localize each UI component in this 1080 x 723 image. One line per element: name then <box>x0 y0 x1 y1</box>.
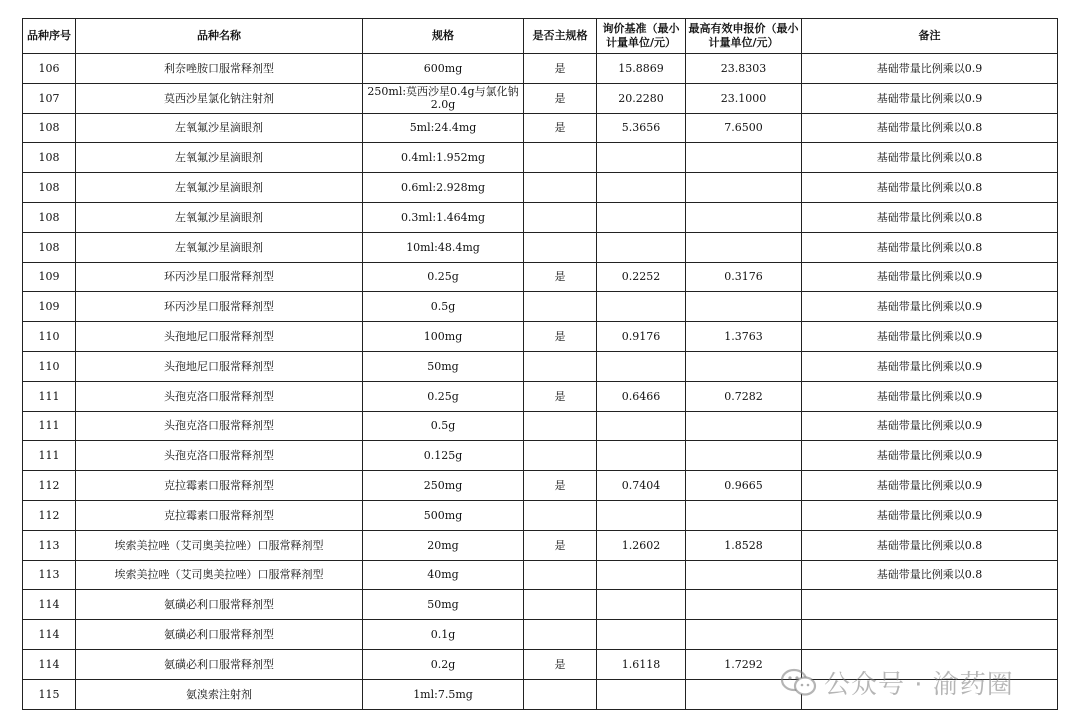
header-base-price: 询价基准（最小计量单位/元） <box>597 19 686 54</box>
cell-spec: 1ml:7.5mg <box>363 679 524 709</box>
cell-remark: 基础带量比例乘以0.9 <box>802 262 1058 292</box>
cell-name: 氨磺必利口服常释剂型 <box>76 649 363 679</box>
cell-base-price <box>597 590 686 620</box>
cell-name: 头孢克洛口服常释剂型 <box>76 411 363 441</box>
table-row <box>23 262 1058 292</box>
watermark-text: 公众号 · 渝药圈 <box>824 670 1014 700</box>
cell-max-price <box>686 441 802 471</box>
cell-remark: 基础带量比例乘以0.9 <box>802 441 1058 471</box>
cell-name: 左氧氟沙星滴眼剂 <box>76 202 363 232</box>
cell-seq: 108 <box>23 202 76 232</box>
cell-name: 环丙沙星口服常释剂型 <box>76 262 363 292</box>
cell-base-price <box>597 679 686 709</box>
cell-name: 左氧氟沙星滴眼剂 <box>76 232 363 262</box>
cell-base-price: 1.2602 <box>597 530 686 560</box>
cell-max-price <box>686 202 802 232</box>
table-row <box>23 441 1058 471</box>
cell-name: 左氧氟沙星滴眼剂 <box>76 173 363 203</box>
cell-spec: 0.25g <box>363 381 524 411</box>
cell-spec: 50mg <box>363 590 524 620</box>
cell-seq: 108 <box>23 113 76 143</box>
cell-max-price: 1.8528 <box>686 530 802 560</box>
cell-base-price: 0.6466 <box>597 381 686 411</box>
table-row <box>23 411 1058 441</box>
table-header <box>23 19 1058 54</box>
cell-base-price <box>597 560 686 590</box>
cell-main-spec <box>524 232 597 262</box>
cell-spec: 250ml:莫西沙星0.4g与氯化钠2.0g <box>363 83 524 113</box>
cell-remark <box>802 679 1058 709</box>
cell-main-spec: 是 <box>524 530 597 560</box>
cell-seq: 109 <box>23 262 76 292</box>
cell-remark: 基础带量比例乘以0.9 <box>802 322 1058 352</box>
cell-max-price: 23.8303 <box>686 54 802 84</box>
table-row <box>23 143 1058 173</box>
cell-main-spec: 是 <box>524 649 597 679</box>
cell-name: 埃索美拉唑（艾司奥美拉唑）口服常释剂型 <box>76 560 363 590</box>
cell-main-spec: 是 <box>524 83 597 113</box>
cell-base-price <box>597 173 686 203</box>
cell-name: 左氧氟沙星滴眼剂 <box>76 143 363 173</box>
table-row <box>23 471 1058 501</box>
cell-name: 莫西沙星氯化钠注射剂 <box>76 83 363 113</box>
cell-remark: 基础带量比例乘以0.9 <box>802 411 1058 441</box>
cell-main-spec <box>524 292 597 322</box>
cell-base-price <box>597 500 686 530</box>
cell-seq: 113 <box>23 560 76 590</box>
cell-seq: 108 <box>23 173 76 203</box>
cell-main-spec <box>524 560 597 590</box>
cell-main-spec <box>524 351 597 381</box>
cell-name: 头孢地尼口服常释剂型 <box>76 351 363 381</box>
cell-seq: 114 <box>23 590 76 620</box>
cell-max-price <box>686 590 802 620</box>
price-table <box>22 18 1058 710</box>
cell-max-price <box>686 143 802 173</box>
table-row <box>23 202 1058 232</box>
cell-seq: 111 <box>23 441 76 471</box>
cell-main-spec <box>524 679 597 709</box>
cell-remark <box>802 590 1058 620</box>
cell-name: 氨磺必利口服常释剂型 <box>76 620 363 650</box>
cell-max-price: 1.3763 <box>686 322 802 352</box>
cell-main-spec <box>524 590 597 620</box>
cell-max-price: 23.1000 <box>686 83 802 113</box>
cell-name: 头孢克洛口服常释剂型 <box>76 381 363 411</box>
cell-base-price: 15.8869 <box>597 54 686 84</box>
cell-remark <box>802 649 1058 679</box>
cell-max-price <box>686 500 802 530</box>
cell-base-price <box>597 620 686 650</box>
header-seq: 品种序号 <box>23 19 76 54</box>
cell-max-price <box>686 173 802 203</box>
cell-name: 埃索美拉唑（艾司奥美拉唑）口服常释剂型 <box>76 530 363 560</box>
cell-base-price <box>597 441 686 471</box>
cell-base-price: 0.9176 <box>597 322 686 352</box>
cell-base-price <box>597 292 686 322</box>
cell-remark: 基础带量比例乘以0.9 <box>802 381 1058 411</box>
table-row <box>23 679 1058 709</box>
cell-remark: 基础带量比例乘以0.8 <box>802 202 1058 232</box>
cell-max-price: 0.3176 <box>686 262 802 292</box>
cell-max-price: 0.7282 <box>686 381 802 411</box>
cell-remark: 基础带量比例乘以0.9 <box>802 500 1058 530</box>
cell-max-price <box>686 232 802 262</box>
cell-seq: 115 <box>23 679 76 709</box>
header-row <box>23 19 1058 54</box>
cell-max-price <box>686 679 802 709</box>
cell-main-spec <box>524 143 597 173</box>
cell-max-price <box>686 292 802 322</box>
header-main-spec: 是否主规格 <box>524 19 597 54</box>
cell-seq: 114 <box>23 620 76 650</box>
cell-name: 环丙沙星口服常释剂型 <box>76 292 363 322</box>
header-name: 品种名称 <box>76 19 363 54</box>
cell-spec: 600mg <box>363 54 524 84</box>
cell-name: 克拉霉素口服常释剂型 <box>76 500 363 530</box>
cell-max-price <box>686 620 802 650</box>
cell-spec: 0.3ml:1.464mg <box>363 202 524 232</box>
table-row <box>23 649 1058 679</box>
cell-base-price: 0.7404 <box>597 471 686 501</box>
table-row <box>23 560 1058 590</box>
table-row <box>23 530 1058 560</box>
cell-remark: 基础带量比例乘以0.9 <box>802 471 1058 501</box>
cell-max-price <box>686 560 802 590</box>
cell-main-spec: 是 <box>524 54 597 84</box>
cell-base-price: 5.3656 <box>597 113 686 143</box>
table-row <box>23 54 1058 84</box>
cell-spec: 0.5g <box>363 411 524 441</box>
cell-spec: 0.4ml:1.952mg <box>363 143 524 173</box>
cell-base-price: 0.2252 <box>597 262 686 292</box>
cell-max-price: 7.6500 <box>686 113 802 143</box>
cell-seq: 108 <box>23 232 76 262</box>
cell-spec: 10ml:48.4mg <box>363 232 524 262</box>
cell-spec: 5ml:24.4mg <box>363 113 524 143</box>
cell-seq: 108 <box>23 143 76 173</box>
table-row <box>23 113 1058 143</box>
cell-seq: 110 <box>23 351 76 381</box>
cell-name: 利奈唑胺口服常释剂型 <box>76 54 363 84</box>
cell-max-price: 1.7292 <box>686 649 802 679</box>
price-table-container <box>22 18 1058 710</box>
cell-name: 头孢克洛口服常释剂型 <box>76 441 363 471</box>
cell-main-spec: 是 <box>524 322 597 352</box>
cell-spec: 500mg <box>363 500 524 530</box>
cell-remark: 基础带量比例乘以0.9 <box>802 292 1058 322</box>
cell-max-price <box>686 351 802 381</box>
cell-spec: 50mg <box>363 351 524 381</box>
cell-spec: 0.5g <box>363 292 524 322</box>
cell-remark: 基础带量比例乘以0.9 <box>802 54 1058 84</box>
table-body <box>23 54 1058 710</box>
cell-name: 氨溴索注射剂 <box>76 679 363 709</box>
cell-spec: 0.6ml:2.928mg <box>363 173 524 203</box>
cell-base-price <box>597 351 686 381</box>
cell-main-spec <box>524 441 597 471</box>
cell-seq: 113 <box>23 530 76 560</box>
cell-spec: 0.125g <box>363 441 524 471</box>
table-row <box>23 83 1058 113</box>
cell-base-price <box>597 411 686 441</box>
cell-name: 头孢地尼口服常释剂型 <box>76 322 363 352</box>
cell-seq: 111 <box>23 381 76 411</box>
cell-spec: 100mg <box>363 322 524 352</box>
cell-seq: 112 <box>23 471 76 501</box>
cell-main-spec <box>524 620 597 650</box>
cell-remark: 基础带量比例乘以0.8 <box>802 530 1058 560</box>
table-row <box>23 232 1058 262</box>
cell-spec: 20mg <box>363 530 524 560</box>
table-row <box>23 173 1058 203</box>
table-row <box>23 322 1058 352</box>
cell-remark <box>802 620 1058 650</box>
cell-spec: 0.1g <box>363 620 524 650</box>
cell-name: 左氧氟沙星滴眼剂 <box>76 113 363 143</box>
cell-remark: 基础带量比例乘以0.8 <box>802 143 1058 173</box>
cell-main-spec <box>524 173 597 203</box>
cell-remark: 基础带量比例乘以0.8 <box>802 113 1058 143</box>
cell-main-spec: 是 <box>524 381 597 411</box>
table-row <box>23 500 1058 530</box>
table-row <box>23 620 1058 650</box>
cell-seq: 114 <box>23 649 76 679</box>
cell-name: 克拉霉素口服常释剂型 <box>76 471 363 501</box>
cell-name: 氨磺必利口服常释剂型 <box>76 590 363 620</box>
cell-remark: 基础带量比例乘以0.9 <box>802 83 1058 113</box>
cell-seq: 110 <box>23 322 76 352</box>
cell-spec: 0.2g <box>363 649 524 679</box>
cell-base-price <box>597 202 686 232</box>
cell-seq: 111 <box>23 411 76 441</box>
cell-base-price <box>597 232 686 262</box>
cell-main-spec: 是 <box>524 471 597 501</box>
cell-seq: 109 <box>23 292 76 322</box>
header-max-price: 最高有效申报价（最小计量单位/元） <box>686 19 802 54</box>
cell-max-price: 0.9665 <box>686 471 802 501</box>
cell-seq: 107 <box>23 83 76 113</box>
cell-main-spec: 是 <box>524 262 597 292</box>
table-row <box>23 292 1058 322</box>
cell-base-price: 1.6118 <box>597 649 686 679</box>
header-remark: 备注 <box>802 19 1058 54</box>
cell-remark: 基础带量比例乘以0.9 <box>802 351 1058 381</box>
cell-spec: 250mg <box>363 471 524 501</box>
cell-seq: 112 <box>23 500 76 530</box>
cell-base-price <box>597 143 686 173</box>
header-spec: 规格 <box>363 19 524 54</box>
cell-remark: 基础带量比例乘以0.8 <box>802 560 1058 590</box>
cell-main-spec: 是 <box>524 113 597 143</box>
cell-remark: 基础带量比例乘以0.8 <box>802 173 1058 203</box>
cell-main-spec <box>524 202 597 232</box>
cell-spec: 0.25g <box>363 262 524 292</box>
cell-main-spec <box>524 500 597 530</box>
table-row <box>23 381 1058 411</box>
cell-remark: 基础带量比例乘以0.8 <box>802 232 1058 262</box>
cell-seq: 106 <box>23 54 76 84</box>
table-row <box>23 351 1058 381</box>
cell-spec: 40mg <box>363 560 524 590</box>
cell-base-price: 20.2280 <box>597 83 686 113</box>
cell-main-spec <box>524 411 597 441</box>
cell-max-price <box>686 411 802 441</box>
table-row <box>23 590 1058 620</box>
